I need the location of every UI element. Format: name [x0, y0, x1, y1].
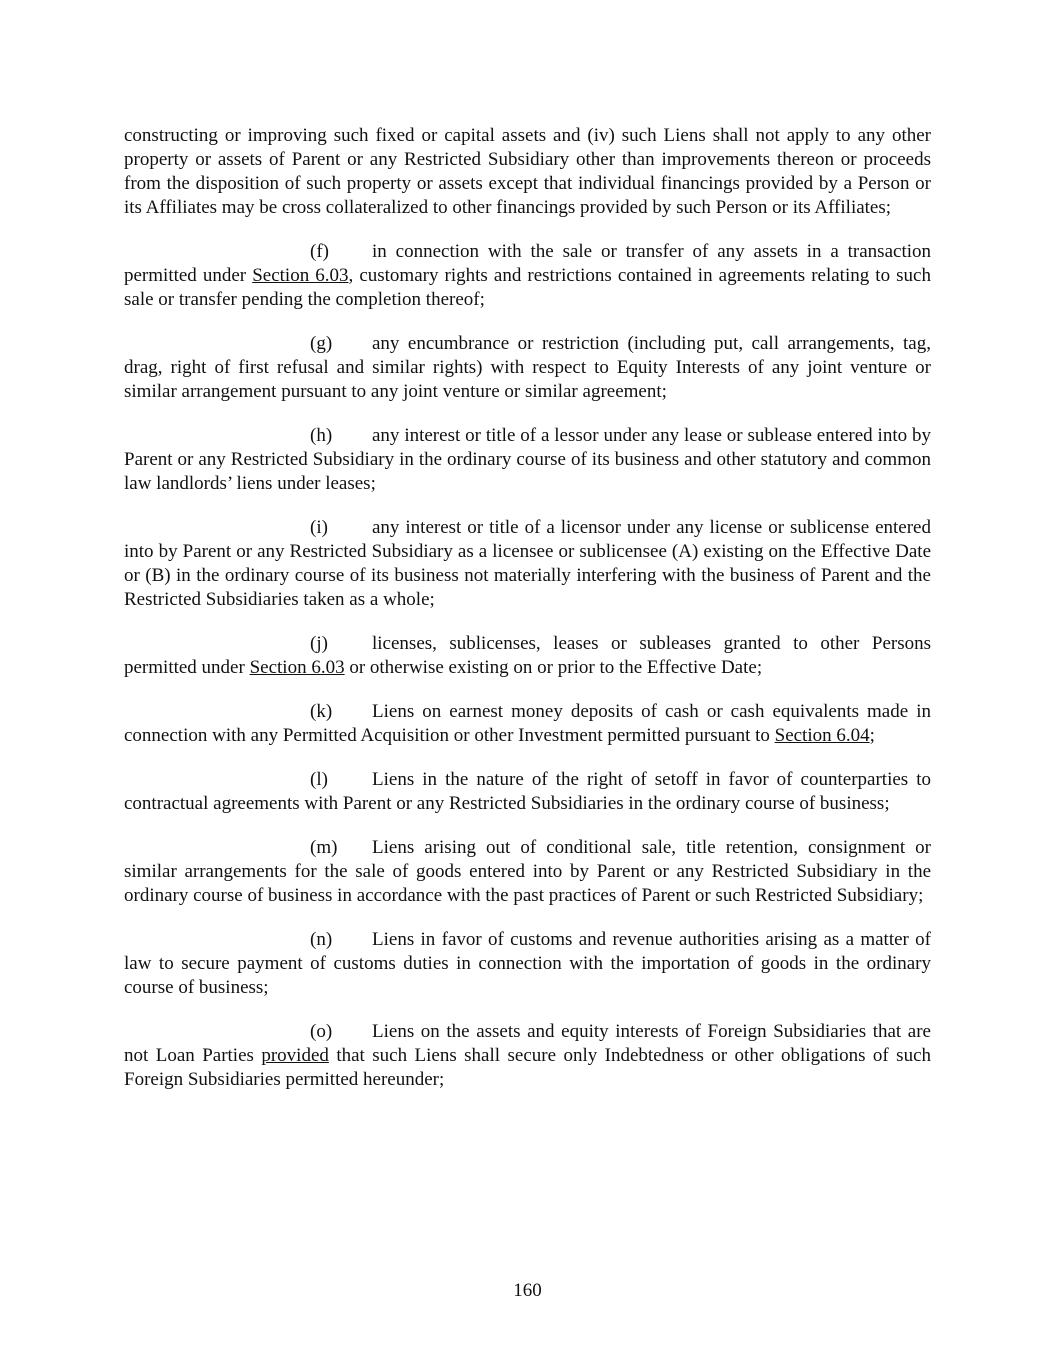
section-reference: Section 6.03: [249, 657, 345, 678]
clause-g: [124, 332, 931, 404]
clause-label: (h): [310, 425, 333, 446]
clause-text: in connection with the sale or transfer of any assets in a transaction permitted under: [124, 241, 931, 286]
section-reference: Section 6.03: [252, 265, 349, 286]
page-number: 160: [513, 1280, 542, 1301]
section-reference: Section 6.04: [774, 725, 870, 746]
document-page: [124, 124, 931, 1112]
clause-m: [124, 836, 931, 908]
clause-text: any encumbrance or restriction (including put, call arrangements, tag, drag, right of first refusal and similar rights) with respect to Equity Interests of any joint venture or similar arrangement pursuant to any joint venture or similar agreement;: [124, 333, 931, 402]
clause-text: any interest or title of a licensor under any license or sublicense entered into by Parent or any Restricted Subsidiary as a licensee or sublicensee (A) existing on the Effective Date or (B) in the ordinary course of its business not materially interfering with the business of Parent and the Restricted Subsidiaries taken as a whole;: [124, 517, 931, 610]
clause-label: (f): [310, 241, 329, 262]
clause-label: (j): [310, 633, 328, 654]
clause-text: Liens on the assets and equity interests of Foreign Subsidiaries that are not Loan Parties: [124, 1021, 931, 1066]
clause-label: (k): [310, 701, 333, 722]
clause-label: (l): [310, 769, 328, 790]
clause-label: (g): [310, 333, 333, 354]
clause-text: licenses, sublicenses, leases or subleases granted to other Persons permitted under: [124, 633, 931, 678]
clause-label: (i): [310, 517, 328, 538]
clause-text: any interest or title of a lessor under any lease or sublease entered into by Parent or any Restricted Subsidiary in the ordinary course of its business and other statutory and common law landlords’ liens under leases;: [124, 425, 931, 494]
clause-n: [124, 928, 931, 1000]
clause-h: [124, 424, 931, 496]
clause-l: [124, 768, 931, 816]
clause-text: that such Liens shall secure only Indebtedness or other obligations of such Foreign Subsidiaries permitted hereunder;: [124, 1045, 931, 1090]
clause-j: [124, 632, 931, 680]
clause-text: Liens on earnest money deposits of cash or cash equivalents made in connection with any Permitted Acquisition or other Investment permitted pursuant to: [124, 701, 931, 746]
clause-text: ;: [869, 725, 875, 746]
clause-k: [124, 700, 931, 748]
clause-f: [124, 240, 931, 312]
clause-text: Liens arising out of conditional sale, title retention, consignment or similar arrangements for the sale of goods entered into by Parent or any Restricted Subsidiary in the ordinary course of business in accordance with the past practices of Parent or such Restricted Subsidiary;: [124, 837, 931, 906]
clause-label: (n): [310, 929, 333, 950]
clause-text: , customary rights and restrictions contained in agreements relating to such sale or transfer pending the completion thereof;: [124, 265, 931, 310]
clause-label: (o): [310, 1021, 333, 1042]
clause-text: Liens in the nature of the right of setoff in favor of counterparties to contractual agreements with Parent or any Restricted Subsidiaries in the ordinary course of business;: [124, 769, 931, 814]
clause-text: or otherwise existing on or prior to the Effective Date;: [344, 657, 763, 678]
provided-term: provided: [261, 1045, 329, 1066]
intro-paragraph: constructing or improving such fixed or capital assets and (iv) such Liens shall not apply to any other property or assets of Parent or any Restricted Subsidiary other than improvements thereon or proceeds from the disposition of such property or assets except that individual financings provided by a Person or its Affiliates may be cross collateralized to other financings provided by such Person or its Affiliates;: [124, 125, 931, 218]
clause-text: Liens in favor of customs and revenue authorities arising as a matter of law to secure payment of customs duties in connection with the importation of goods in the ordinary course of business;: [124, 929, 931, 998]
clause-i: [124, 516, 931, 612]
clause-label: (m): [310, 837, 338, 858]
clause-o: [124, 1020, 931, 1092]
